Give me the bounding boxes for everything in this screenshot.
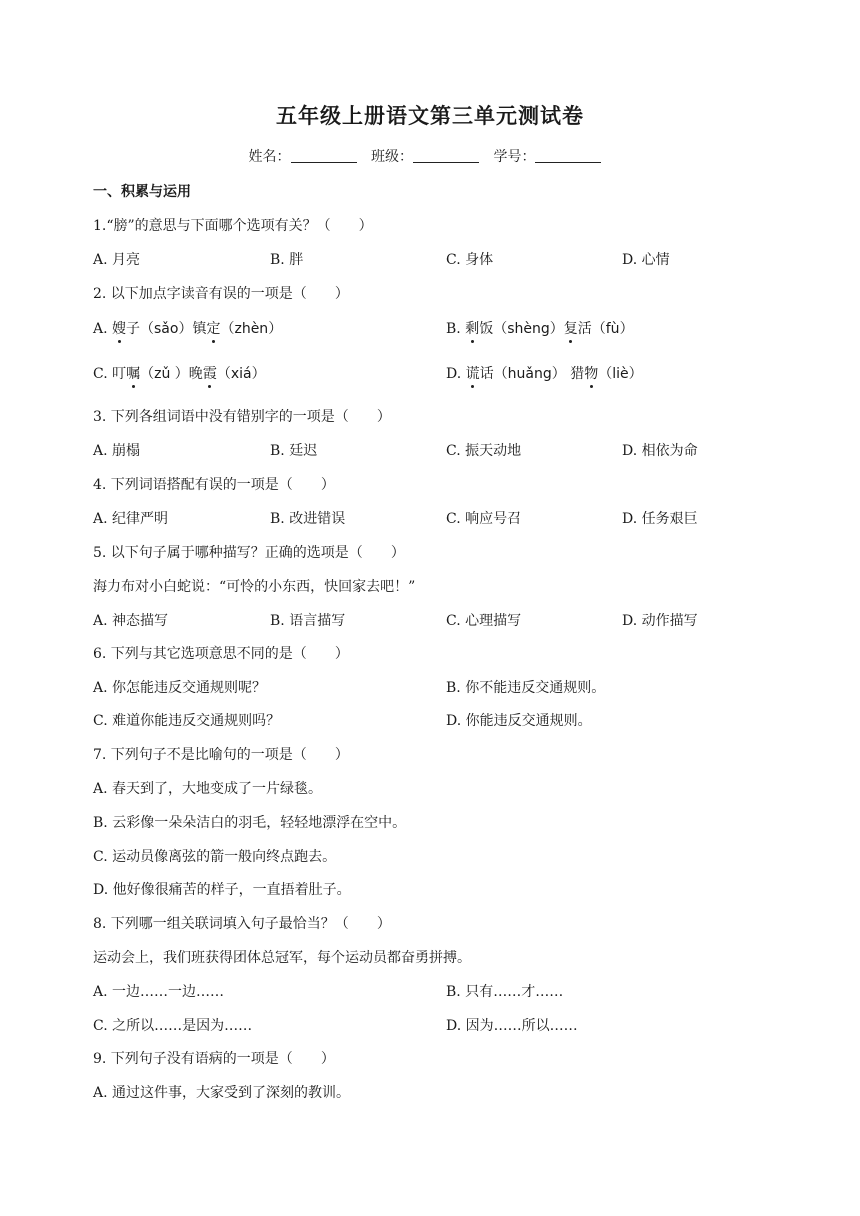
class-label: 班级： [371,149,413,165]
student-info-line [0,146,860,166]
option-c[interactable]: C. 振天动地 [446,443,522,459]
option-a[interactable]: A. 神态描写 [93,613,169,629]
option-d[interactable]: D. 心情 [622,252,670,268]
option-a[interactable]: A. 一边……一边…… [93,984,225,1000]
id-label: 学号： [493,149,536,165]
option-d[interactable]: D. 谎话（huǎng） 猎物（liè） [446,366,643,382]
option-c[interactable]: C. 叮嘱（zǔ ）晚霞（xiá） [93,366,266,382]
name-label: 姓名： [248,149,291,165]
option-b[interactable]: B. 改进错误 [270,511,346,527]
option-d[interactable]: D. 他好像很痛苦的样子，一直捂着肚子。 [93,882,351,898]
option-b[interactable]: B. 胖 [270,252,304,268]
question-5-stem: 5. 以下句子属于哪种描写？正确的选项是（ ） [93,545,405,561]
question-3-stem: 3. 下列各组词语中没有错别字的一项是（ ） [93,409,391,425]
option-d[interactable]: D. 动作描写 [622,613,698,629]
page-title: 五年级上册语文第三单元测试卷 [276,103,584,128]
option-b[interactable]: B. 语言描写 [270,613,346,629]
option-c[interactable]: C. 之所以……是因为…… [93,1018,253,1034]
question-2-stem: 2. 以下加点字读音有误的一项是（ ） [93,286,349,302]
option-c[interactable]: C. 心理描写 [446,613,522,629]
id-blank[interactable] [535,148,601,163]
question-6-stem: 6. 下列与其它选项意思不同的是（ ） [93,646,349,662]
question-8-stem: 8. 下列哪一组关联词填入句子最恰当？（ ） [93,916,391,932]
name-blank[interactable] [291,148,357,163]
option-c[interactable]: C. 响应号召 [446,511,522,527]
option-b[interactable]: B. 云彩像一朵朵洁白的羽毛，轻轻地漂浮在空中。 [93,815,407,831]
option-d[interactable]: D. 你能违反交通规则。 [446,713,592,729]
option-a[interactable]: A. 纪律严明 [93,511,169,527]
option-a[interactable]: A. 你怎能违反交通规则呢？ [93,680,267,696]
option-b[interactable]: B. 廷迟 [270,443,318,459]
option-a[interactable]: A. 通过这件事，大家受到了深刻的教训。 [93,1085,351,1101]
option-d[interactable]: D. 任务艰巨 [622,511,698,527]
option-b[interactable]: B. 你不能违反交通规则。 [446,680,606,696]
question-5-quote: 海力布对小白蛇说：“可怜的小东西，快回家去吧！” [93,579,416,595]
question-9-stem: 9. 下列句子没有语病的一项是（ ） [93,1051,335,1067]
option-a[interactable]: A. 崩榻 [93,443,141,459]
option-c[interactable]: C. 身体 [446,252,494,268]
option-a[interactable]: A. 月亮 [93,252,141,268]
question-1-stem: 1.“膀”的意思与下面哪个选项有关？（ ） [93,218,373,234]
option-a[interactable]: A. 春天到了，大地变成了一片绿毯。 [93,781,323,797]
question-4-stem: 4. 下列词语搭配有误的一项是（ ） [93,477,335,493]
option-b[interactable]: B. 剩饭（shèng）复活（fù） [446,321,634,337]
section-heading: 一、积累与运用 [93,184,191,200]
option-c[interactable]: C. 难道你能违反交通规则吗？ [93,713,281,729]
option-c[interactable]: C. 运动员像离弦的箭一般向终点跑去。 [93,849,337,865]
option-d[interactable]: D. 因为……所以…… [446,1018,578,1034]
option-d[interactable]: D. 相依为命 [622,443,698,459]
option-b[interactable]: B. 只有……才…… [446,984,564,1000]
question-8-quote: 运动会上，我们班获得团体总冠军，每个运动员都奋勇拼搏。 [93,950,471,966]
question-7-stem: 7. 下列句子不是比喻句的一项是（ ） [93,747,349,763]
class-blank[interactable] [413,148,479,163]
option-a[interactable]: A. 嫂子（sǎo）镇定（zhèn） [93,321,283,337]
